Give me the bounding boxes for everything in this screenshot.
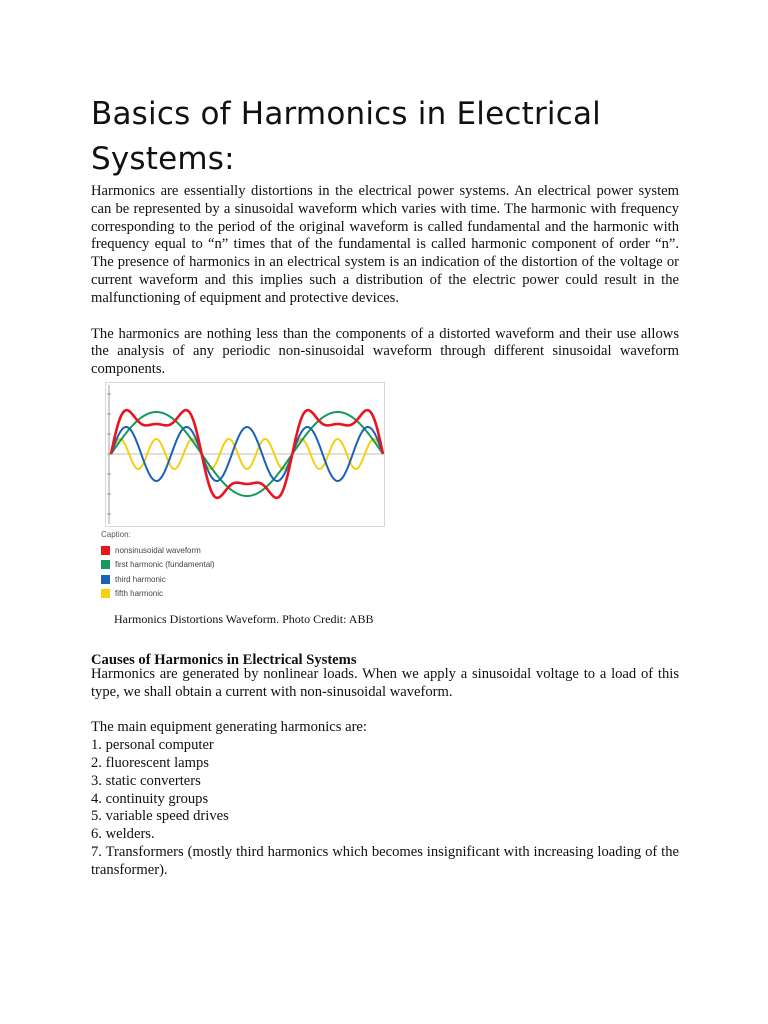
list-item: 7. Transformers (mostly third harmonics which becomes insignificant with increasing loading of the transformer). [91, 843, 679, 878]
yellow-swatch-icon [101, 589, 110, 598]
list-item: 5. variable speed drives [91, 808, 229, 825]
list-item: 2. fluorescent lamps [91, 754, 209, 771]
list-intro: The main equipment generating harmonics are: [91, 719, 367, 736]
list-item: 6. welders. [91, 826, 155, 843]
paragraph-intro: Harmonics are essentially distortions in the electrical power systems. An electrical power system can be represented by a sinusoidal waveform which varies with time. The harmonic with frequency corresponding to the period of the original waveform is called fundamental and the harmonic with frequency equal to “n” times that of the fundamental is called harmonic component of order “n”. The presence of harmonics in an electrical system is an indication of the distortion of the voltage or current waveform and this implies such a distribution of the electric power could result in the malfunctioning of equipment and protective devices. [91, 183, 679, 306]
figure-credit: Harmonics Distortions Waveform. Photo Credit: ABB [114, 612, 374, 626]
causes-intro: Harmonics are generated by nonlinear loads. When we apply a sinusoidal voltage to a load of this type, we shall obtain a current with non-sinusoidal waveform. [91, 666, 679, 700]
paragraph-components: The harmonics are nothing less than the components of a distorted waveform and their use allows the analysis of any periodic non-sinusoidal waveform through different sinusoidal waveform components. [91, 325, 679, 378]
legend-item [101, 572, 215, 587]
red-swatch-icon [101, 546, 110, 555]
figure-legend [101, 530, 215, 601]
section-heading: Causes of Harmonics in Electrical Systems [91, 652, 357, 668]
legend-item [101, 587, 215, 602]
page-title: Basics of Harmonics in Electrical Systems: [91, 96, 601, 177]
legend-label: nonsinusoidal waveform [115, 545, 201, 555]
waveform-chart [105, 382, 385, 527]
green-swatch-icon [101, 560, 110, 569]
section-body [91, 666, 679, 880]
list-item: 1. personal computer [91, 737, 214, 754]
legend-caption: Caption: [101, 530, 131, 539]
legend-label: third harmonic [115, 574, 166, 584]
document-page [91, 92, 679, 878]
legend-item [101, 558, 215, 573]
legend-item [101, 543, 215, 558]
list-item: 4. continuity groups [91, 790, 209, 807]
legend-label: first harmonic (fundamental) [115, 560, 215, 570]
blue-swatch-icon [101, 575, 110, 584]
legend-label: fifth harmonic [115, 589, 164, 599]
list-item: 3. static converters [91, 772, 201, 789]
